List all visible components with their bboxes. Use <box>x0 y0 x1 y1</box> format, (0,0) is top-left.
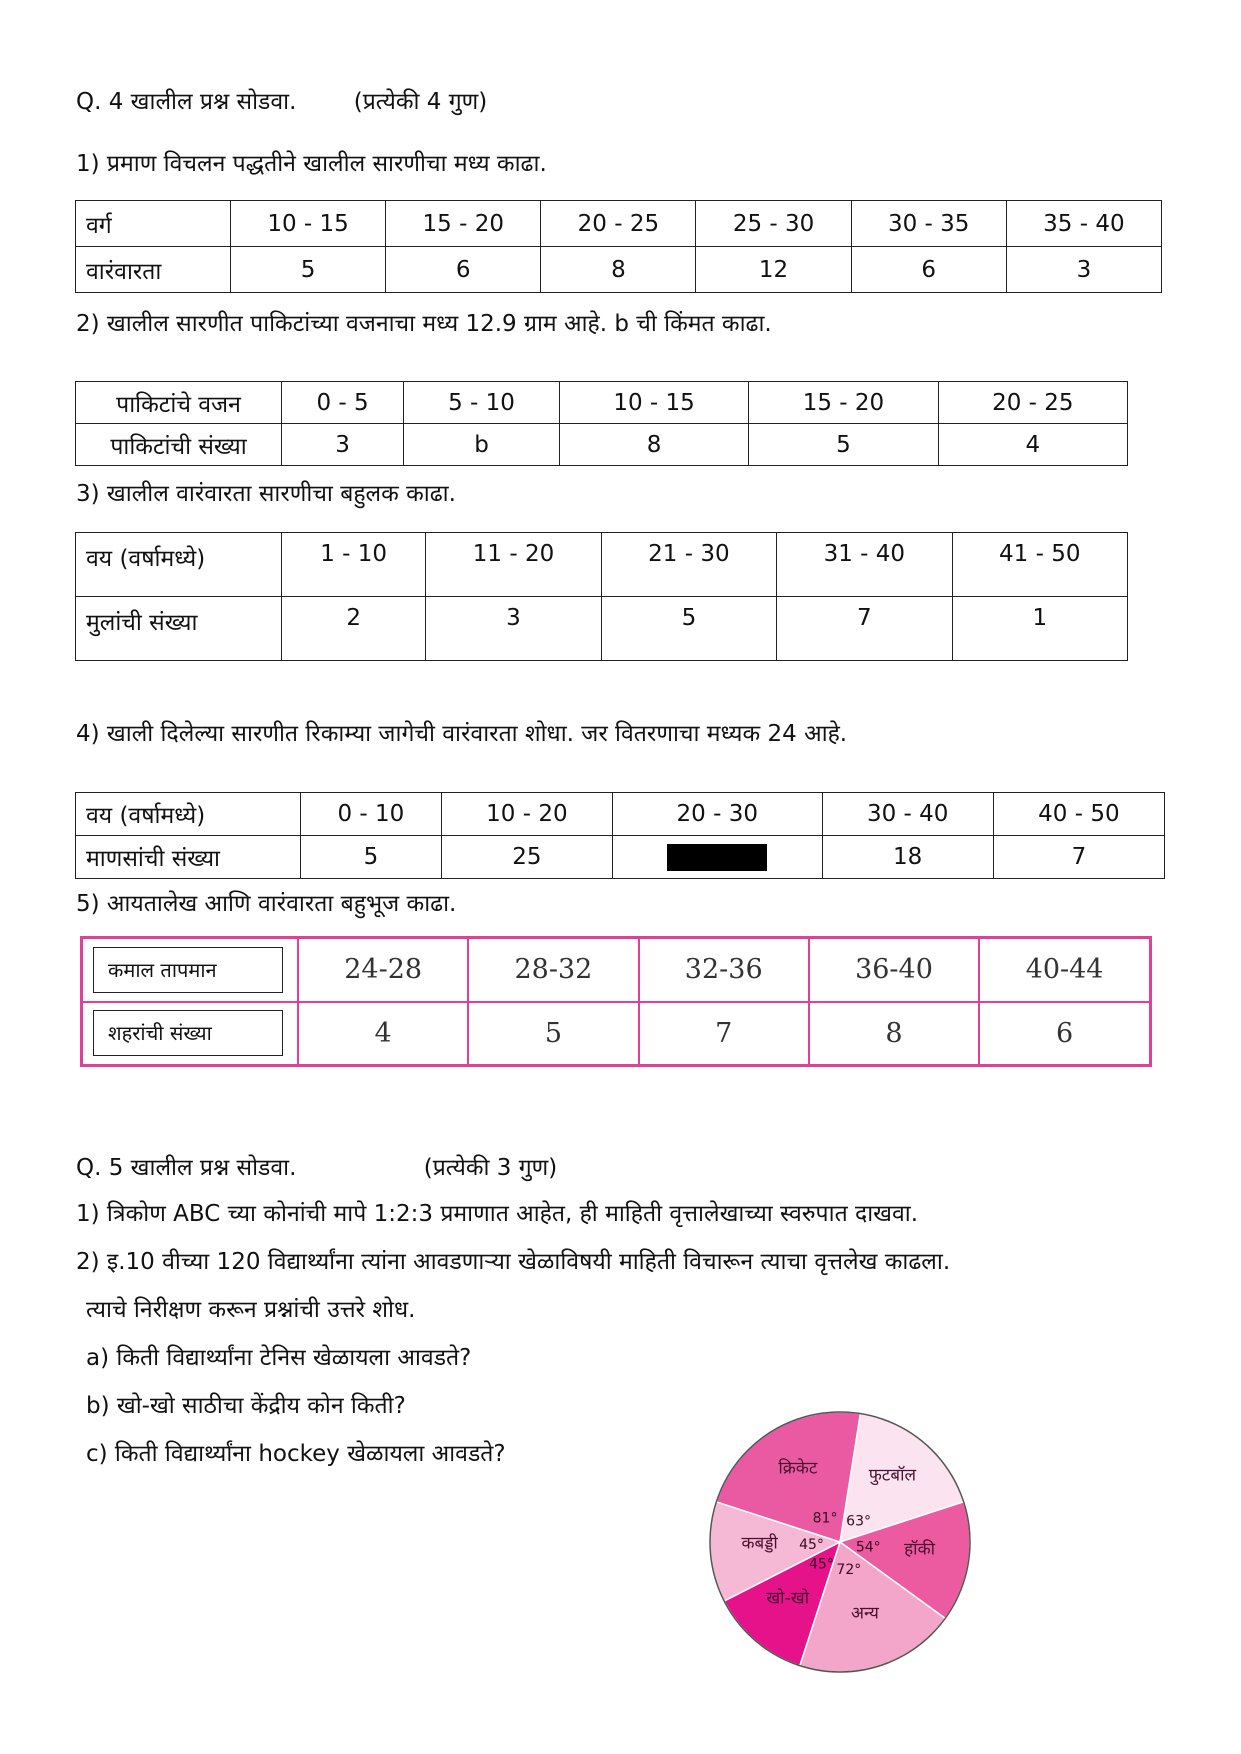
table-row <box>76 247 1162 293</box>
q4-p4-text: 4) खाली दिलेल्या सारणीत रिकाम्या जागेची वारंवारता शोधा. जर वितरणाचा मध्यक 24 आहे. <box>76 721 848 747</box>
q4-p1-text: 1) प्रमाण विचलन पद्धतीने खालील सारणीचा मध्य काढा. <box>76 151 547 177</box>
redacted-value <box>667 844 767 871</box>
table-cell: वय (वर्षामध्ये) <box>76 533 282 597</box>
table-row <box>76 597 1128 661</box>
table-cell: माणसांची संख्या <box>76 836 301 879</box>
table-cell: 10 - 15 <box>559 382 748 424</box>
table-cell: 12 <box>696 247 851 293</box>
table-cell: 6 <box>851 247 1006 293</box>
q4-p4-table <box>75 792 1165 879</box>
table-cell: 21 - 30 <box>601 533 776 597</box>
q5-qc: c) किती विद्यार्थ्यांना hockey खेळायला आवडते? <box>86 1441 506 1467</box>
q5-p1-text: 1) त्रिकोण ABC च्या कोनांची मापे 1:2:3 प्रमाणात आहेत, ही माहिती वृत्तालेखाच्या स्वरुपात दाखवा. <box>76 1201 919 1227</box>
table-cell: 8 <box>559 424 748 466</box>
table-cell: 11 - 20 <box>426 533 601 597</box>
table-cell: 25 <box>441 836 612 879</box>
table-row <box>76 424 1128 466</box>
table-row <box>76 382 1128 424</box>
q5-qb: b) खो-खो साठीचा केंद्रीय कोन किती? <box>86 1393 406 1419</box>
table-cell: 24-28 <box>298 938 468 1002</box>
table-cell <box>612 836 822 879</box>
table-cell: 28-32 <box>468 938 638 1002</box>
q4-heading-line <box>76 84 487 116</box>
table-cell: 0 - 5 <box>282 382 404 424</box>
slice-label: अन्य <box>850 1603 879 1624</box>
table-cell: 25 - 30 <box>696 201 851 247</box>
table-cell: 10 - 20 <box>441 793 612 836</box>
q5-marks: (प्रत्येकी 3 गुण) <box>423 1155 558 1181</box>
slice-angle-label: 72° <box>836 1562 862 1579</box>
table-cell: 1 <box>952 597 1127 661</box>
slice-angle-label: 45° <box>809 1556 834 1573</box>
table-cell: 20 - 30 <box>612 793 822 836</box>
table-cell: 36-40 <box>809 938 979 1002</box>
table-cell: 18 <box>822 836 993 879</box>
table-cell: 4 <box>298 1002 468 1066</box>
q4-p5-table <box>80 936 1152 1067</box>
table-cell: 20 - 25 <box>938 382 1127 424</box>
table-cell: 1 - 10 <box>282 533 426 597</box>
table-cell: 40 - 50 <box>993 793 1164 836</box>
table-cell: 41 - 50 <box>952 533 1127 597</box>
slice-label: क्रिकेट <box>778 1458 818 1479</box>
table-cell: 15 - 20 <box>386 201 541 247</box>
table-cell: 30 - 40 <box>822 793 993 836</box>
q5-p2-text: 2) इ.10 वीच्या 120 विद्यार्थ्यांना त्यांना आवडणाऱ्या खेळाविषयी माहिती विचारून त्याचा वृत्तलेख काढला. <box>76 1249 951 1275</box>
table-cell: मुलांची संख्या <box>76 597 282 661</box>
table-row <box>76 793 1165 836</box>
table-cell: 3 <box>1006 247 1161 293</box>
slice-label: हॉकी <box>904 1539 936 1560</box>
q4-p2-table <box>75 381 1128 466</box>
sports-pie-chart <box>705 1405 975 1680</box>
table-row <box>76 201 1162 247</box>
table-cell: वर्ग <box>76 201 231 247</box>
table-cell: 7 <box>639 1002 809 1066</box>
table-cell: 3 <box>282 424 404 466</box>
q4-heading: Q. 4 खालील प्रश्न सोडवा. <box>76 89 297 115</box>
table-cell <box>82 1002 299 1066</box>
slice-angle-label: 63° <box>846 1513 871 1530</box>
table-cell: 5 <box>601 597 776 661</box>
table-cell: 2 <box>282 597 426 661</box>
table-cell: 6 <box>386 247 541 293</box>
table-cell: 3 <box>426 597 601 661</box>
table-cell: 32-36 <box>639 938 809 1002</box>
slice-label: फुटबॉल <box>868 1465 917 1486</box>
table-cell: 8 <box>541 247 696 293</box>
table-cell: 5 - 10 <box>404 382 560 424</box>
table-cell: 20 - 25 <box>541 201 696 247</box>
slice-angle-label: 45° <box>799 1537 824 1554</box>
q4-p1-table <box>75 200 1162 293</box>
table-cell: 5 <box>231 247 386 293</box>
table-cell <box>82 938 299 1002</box>
table-cell: वारंवारता <box>76 247 231 293</box>
slice-label: खो-खो <box>766 1588 810 1609</box>
q4-p2-text: 2) खालील सारणीत पाकिटांच्या वजनाचा मध्य 12.9 ग्राम आहे. b ची किंमत काढा. <box>76 311 772 337</box>
table-cell: 5 <box>468 1002 638 1066</box>
q5-heading-line <box>76 1150 557 1182</box>
slice-label: कबड्डी <box>741 1533 778 1554</box>
q5-heading: Q. 5 खालील प्रश्न सोडवा. <box>76 1155 297 1181</box>
table-cell: 6 <box>979 1002 1150 1066</box>
table-row <box>76 533 1128 597</box>
table-row <box>82 938 1151 1002</box>
table-cell: 7 <box>993 836 1164 879</box>
table-cell: 4 <box>938 424 1127 466</box>
q4-p3-text: 3) खालील वारंवारता सारणीचा बहुलक काढा. <box>76 481 456 507</box>
table-row <box>76 836 1165 879</box>
q4-p5-text: 5) आयतालेख आणि वारंवारता बहुभूज काढा. <box>76 891 457 917</box>
q4-marks: (प्रत्येकी 4 गुण) <box>353 89 488 115</box>
table-cell: 7 <box>777 597 952 661</box>
q5-p2-cont: त्याचे निरीक्षण करून प्रश्नांची उत्तरे शोध. <box>86 1297 416 1323</box>
table-row <box>82 1002 1151 1066</box>
table-cell: 40-44 <box>979 938 1150 1002</box>
table-cell: पाकिटांचे वजन <box>76 382 282 424</box>
row-label-box: शहरांची संख्या <box>93 1010 283 1056</box>
table-cell: पाकिटांची संख्या <box>76 424 282 466</box>
table-cell: 15 - 20 <box>749 382 938 424</box>
q4-p3-table <box>75 532 1128 661</box>
table-cell: 35 - 40 <box>1006 201 1161 247</box>
table-cell: 0 - 10 <box>301 793 442 836</box>
table-cell: वय (वर्षामध्ये) <box>76 793 301 836</box>
table-cell: b <box>404 424 560 466</box>
table-cell: 8 <box>809 1002 979 1066</box>
table-cell: 31 - 40 <box>777 533 952 597</box>
slice-angle-label: 54° <box>855 1539 881 1556</box>
slice-angle-label: 81° <box>812 1510 838 1527</box>
table-cell: 5 <box>301 836 442 879</box>
table-cell: 10 - 15 <box>231 201 386 247</box>
table-cell: 5 <box>749 424 938 466</box>
table-cell: 30 - 35 <box>851 201 1006 247</box>
q5-qa: a) किती विद्यार्थ्यांना टेनिस खेळायला आवडते? <box>86 1345 472 1371</box>
row-label-box: कमाल तापमान <box>93 947 283 993</box>
